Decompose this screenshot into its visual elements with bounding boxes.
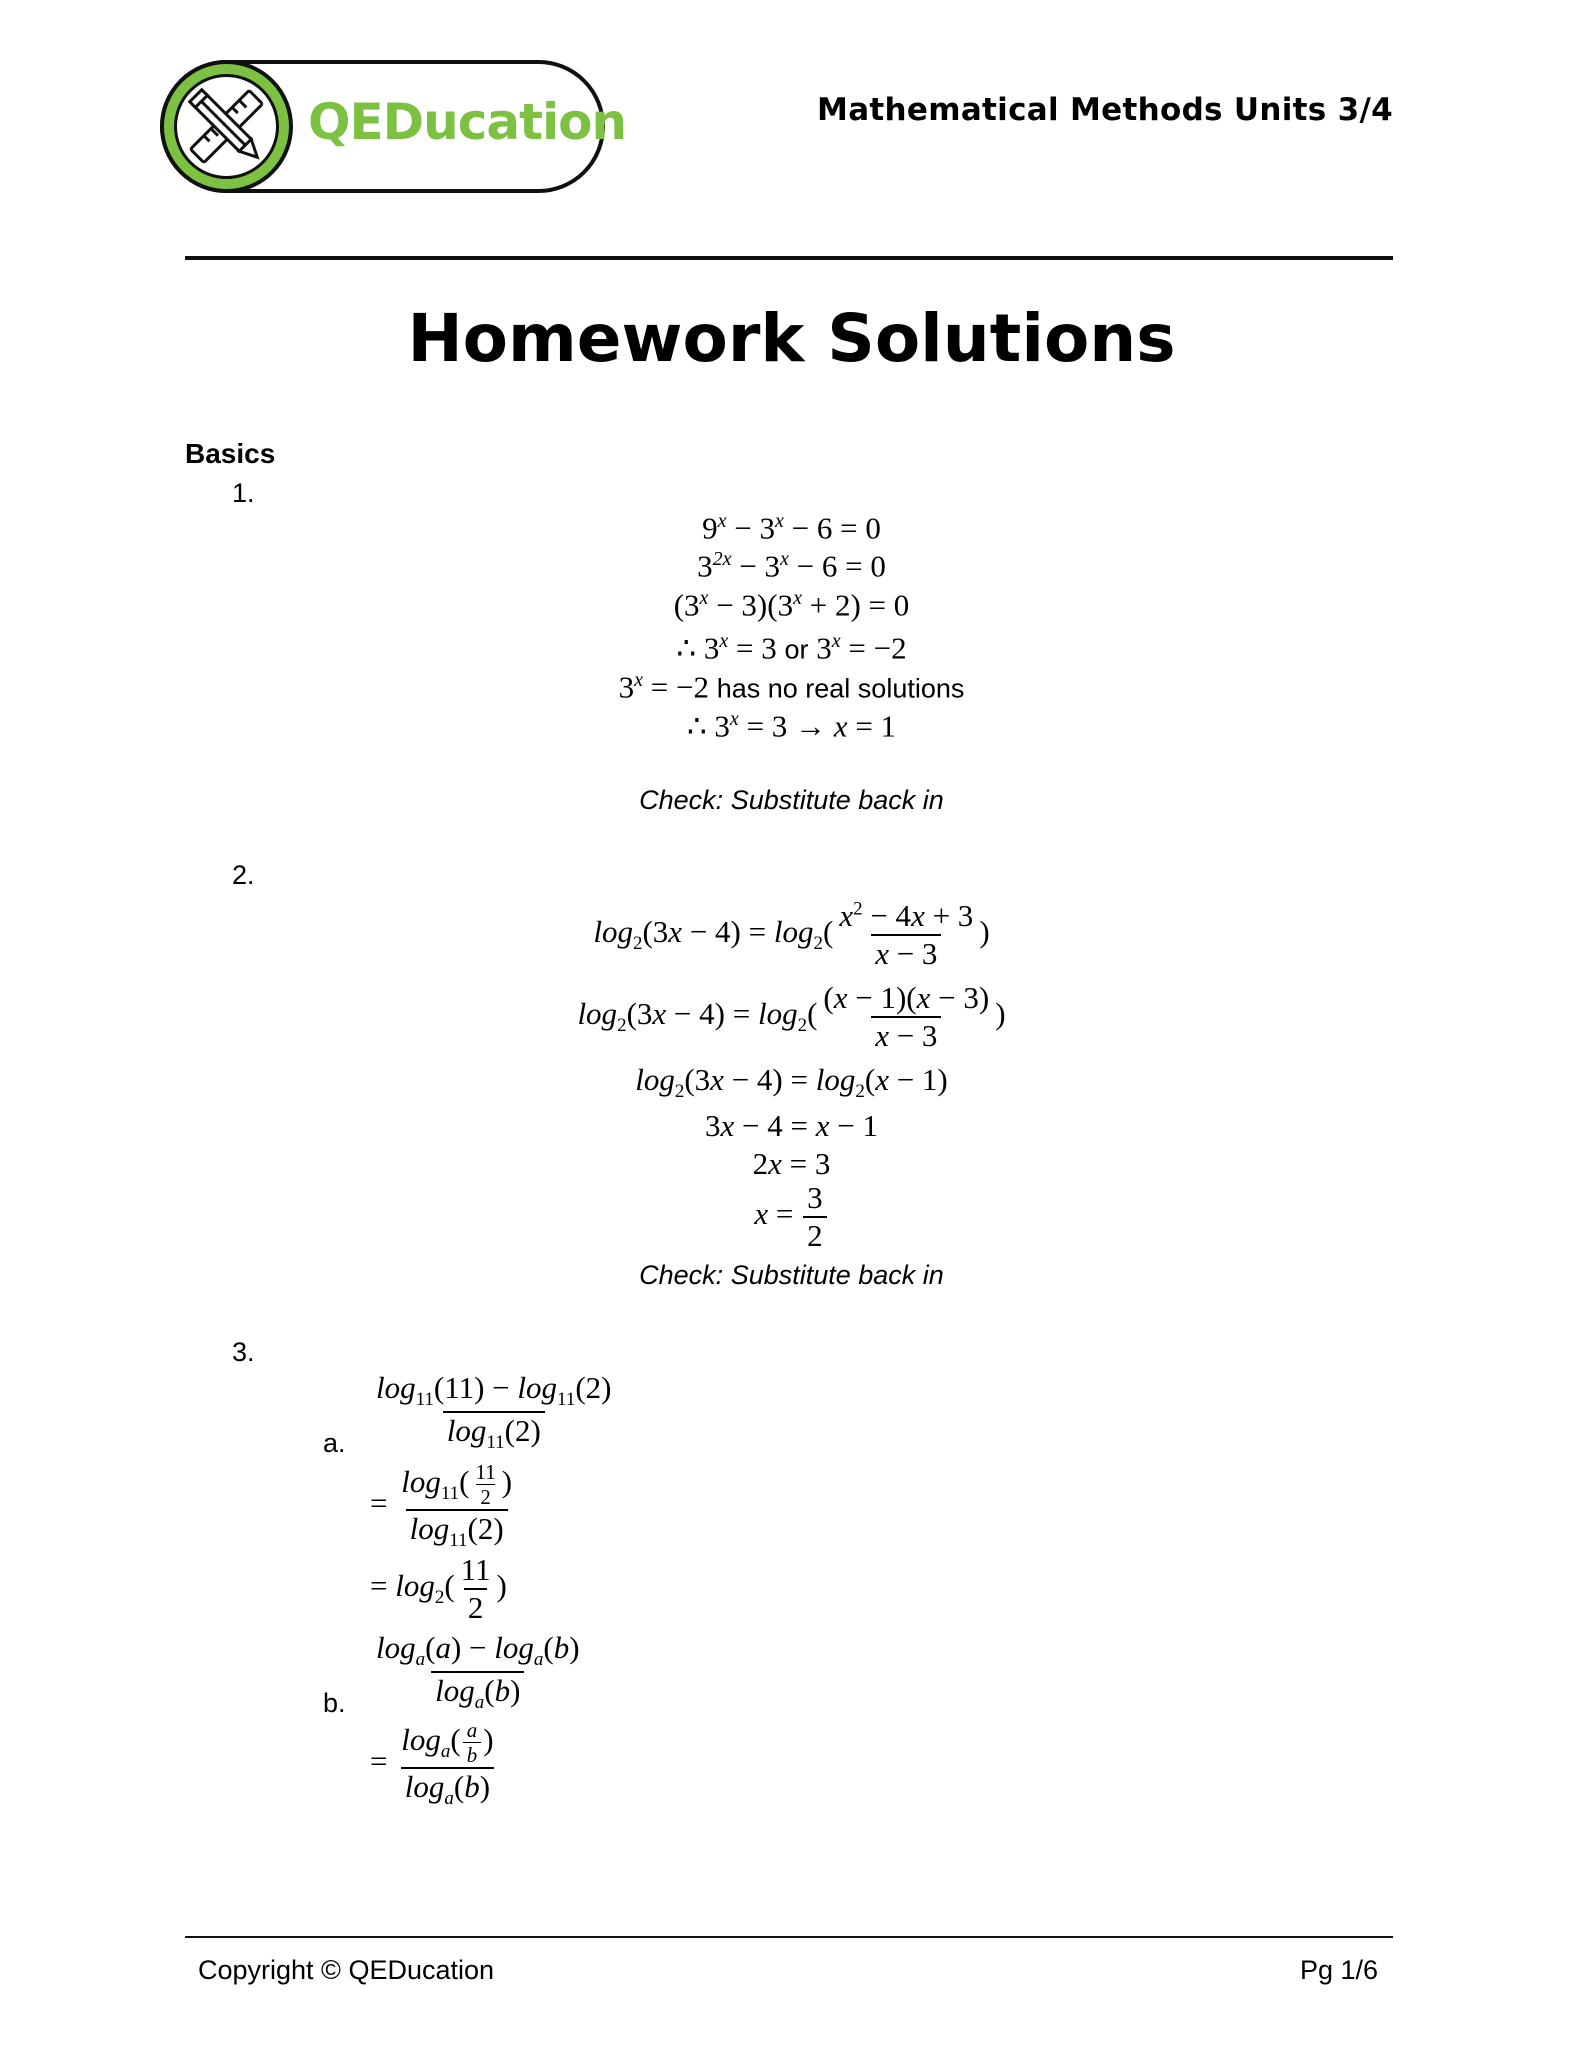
page-number: Pg 1/6 <box>1299 1955 1378 1985</box>
equation-line: $(3^x - 3)(3^x + 2) = 0$ <box>673 587 910 623</box>
copyright: Copyright © QEDucation <box>198 1955 495 1985</box>
question-number: 1. <box>232 478 255 508</box>
equation-line: = $\log_a$( $\frac{a}{b}$ ) $\log_a(b)$ <box>370 1718 494 1810</box>
equation-line: 2x = 3 <box>752 1146 831 1181</box>
check-note: Check: Substitute back in <box>639 785 944 815</box>
equation-line: ∴ $3^x = 3$ or $3^x = -2$ <box>676 630 907 666</box>
footer-divider <box>185 1936 1393 1938</box>
pencil-ruler-icon <box>174 74 279 179</box>
or-word: or <box>784 634 809 665</box>
equation-line: = $\log_2$( $\frac{11}{2}$ ) <box>370 1552 507 1625</box>
equation-line: $3^x = -2$ has no real solutions <box>618 669 965 705</box>
equation-line: = $\log_{11}$( $\frac{11}{2}$ ) $\log_{11}(2)$ <box>370 1460 513 1552</box>
question-number: 3. <box>232 1337 255 1367</box>
course-subject: Mathematical Methods Units 3/4 <box>817 92 1393 128</box>
equation-line: x = $\frac{3}{2}$ <box>0 1180 1583 1253</box>
page-title: Homework Solutions <box>407 300 1176 377</box>
equation-line: $3^{2x} - 3^x - 6 = 0$ <box>697 548 886 584</box>
equation-line: 3x − 4 = x − 1 <box>705 1108 878 1143</box>
logo-text: QEDucation <box>308 93 627 151</box>
header-divider <box>185 256 1393 260</box>
no-solution-text: has no real solutions <box>716 673 965 704</box>
check-note: Check: Substitute back in <box>639 1260 944 1290</box>
part-label-b: b. <box>323 1688 346 1718</box>
equation-line: $\log_2(3x - 4) = \log_2$( $\frac{x^2 - 4x + 3}{x - 3}$ ) <box>593 898 990 971</box>
equation-line: $\frac{\log_{11}(11) - \log_{11}(2)}{\log_{11}(2)}$ <box>376 1370 612 1454</box>
equation-line: ∴ $3^x = 3 \to x = 1$ <box>686 708 897 744</box>
equation-line: $\frac{\log_a(a) - \log_a(b)}{\log_a(b)}$ <box>376 1630 580 1714</box>
equation-line: $9^x - 3^x - 6 = 0$ <box>702 510 881 546</box>
part-label-a: a. <box>323 1428 346 1458</box>
question-number: 2. <box>232 860 255 890</box>
equation-line: $\log_2(3x - 4) = \log_2(x - 1)$ <box>635 1062 948 1103</box>
section-heading: Basics <box>185 438 276 469</box>
equation-line: $\log_2(3x - 4) = \log_2$( $\frac{(x - 1)(x - 3)}{x - 3}$ ) <box>577 980 1006 1053</box>
